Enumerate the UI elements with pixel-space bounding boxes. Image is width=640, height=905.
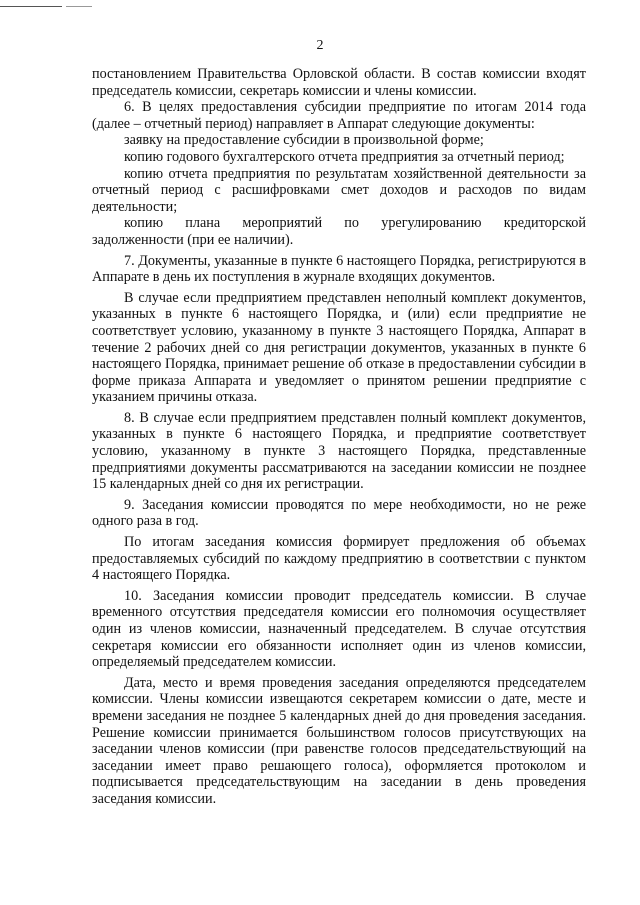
list-item: копию годового бухгалтерского отчета предприятия за отчетный период;: [124, 148, 565, 165]
list-item: копию отчета предприятия по результатам хозяйственной деятельности за отчетный период с расшифровками смет доходов и расходов по видам деятельности;: [92, 165, 586, 215]
list-item: заявку на предоставление субсидии в произвольной форме;: [124, 132, 484, 149]
paragraph: постановлением Правительства Орловской области. В состав комиссии входят председатель комиссии, секретарь комиссии и члены комиссии.: [92, 66, 586, 99]
scan-mark-line: [66, 6, 92, 7]
paragraph: 8. В случае если предприятием представлен полный комплект документов, указанных в пункте 6 настоящего Порядка, и предприятие соответствует условию, указанному в пункте 3 настоящего Порядка, представленные предприятиями документы рассматриваются на заседании комиссии не позднее 15 календарных дней со дня их регистрации.: [92, 409, 586, 493]
paragraph: 10. Заседания комиссии проводит председатель комиссии. В случае временного отсутствия председателя комиссии его полномочия осуществляет один из членов комиссии, назначенный председателем. В случае отсутствия секретаря комиссии его обязанности исполняет один из членов комиссии, определяемый председателем комиссии.: [92, 587, 586, 671]
paragraph: В случае если предприятием представлен неполный комплект документов, указанных в пункте 6 настоящего Порядка, и (или) если предприятие не соответствует условию, указанному в пункте 3 настоящего Порядка, Аппарат в течение 2 рабочих дней со дня регистрации документов, указанных в пункте 6 настоящего Порядка, принимает решение об отказе в предоставлении субсидии в форме приказа Аппарата и уведомляет о принятом решении предприятие с указанием причины отказа.: [92, 289, 586, 406]
scan-mark-line: [0, 6, 62, 7]
paragraph: 7. Документы, указанные в пункте 6 настоящего Порядка, регистрируются в Аппарате в день их поступления в журнале входящих документов.: [92, 252, 586, 286]
paragraph: По итогам заседания комиссия формирует предложения об объемах предоставляемых субсидий по каждому предприятию в соответствии с пунктом 4 настоящего Порядка.: [92, 534, 586, 584]
paragraph: 6. В целях предоставления субсидии предприятие по итогам 2014 года (далее – отчетный период) направляет в Аппарат следующие документы:: [92, 99, 586, 132]
list-item: копию плана мероприятий по урегулированию кредиторской задолженности (при ее наличии).: [92, 215, 586, 248]
page-number: 2: [316, 38, 324, 53]
paragraph: 9. Заседания комиссии проводятся по мере необходимости, но не реже одного раза в год.: [92, 496, 586, 530]
document-body: [92, 66, 586, 808]
paragraph: Дата, место и время проведения заседания определяются председателем комиссии. Члены комиссии извещаются секретарем комиссии о дате, месте и времени заседания не позднее 5 календарных дней до дня проведения заседания. Решение комиссии принимается большинством голосов присутствующих на заседании членов комиссии (при равенстве голосов председательствующий на заседании имеет право решающего голоса), оформляется протоколом и подписывается председательствующим на заседании в день проведения заседания комиссии.: [92, 674, 586, 807]
